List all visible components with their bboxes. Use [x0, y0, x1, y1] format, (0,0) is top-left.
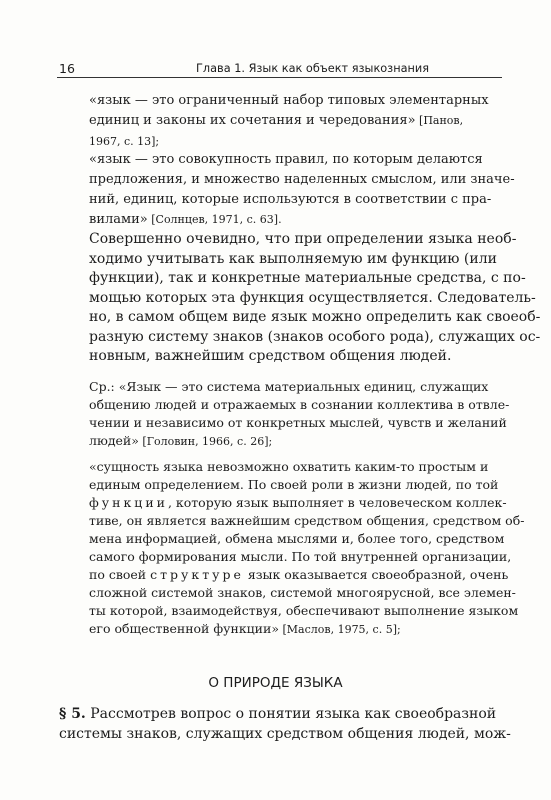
paragraph-marker: § 5.: [59, 706, 86, 722]
paragraph-5-line: § 5. Рассмотрев вопрос о понятии языка как своеобразной: [59, 706, 497, 722]
cf-quote-line: общению людей и отражаемых в сознании коллектива в отвле-: [89, 397, 510, 412]
citation: [Головин, 1966, с. 26];: [138, 435, 273, 448]
definition-2-line: предложения, и множество наделенных смыслом, или значе-: [89, 172, 515, 187]
main-paragraph-line: Совершенно очевидно, что при определении языка необ-: [89, 231, 517, 247]
cf-quote-line: чении и независимо от конкретных мыслей, чувств и желаний: [89, 415, 507, 430]
essence-quote-line: его общественной функции» [Маслов, 1975, с. 5];: [89, 621, 401, 636]
citation: [Солнцев, 1971, с. 63].: [147, 213, 282, 226]
essence-quote-line: функции, которую язык выполняет в человеческом коллек-: [89, 495, 507, 510]
paragraph-5-line: системы знаков, служащих средством общения людей, мож-: [59, 726, 511, 742]
section-title: О ПРИРОДЕ ЯЗЫКА: [208, 675, 343, 691]
page-number: 16: [59, 61, 75, 76]
citation: 1967, с. 13];: [89, 135, 160, 148]
essence-quote-line: самого формирования мысли. По той внутренней организации,: [89, 549, 512, 564]
header-rule: [57, 77, 502, 78]
main-paragraph-line: мощью которых эта функция осуществляется. Следователь-: [89, 290, 536, 306]
essence-quote-line: сложной системой знаков, системой многоярусной, все элемен-: [89, 585, 516, 600]
essence-quote-line: тиве, он является важнейшим средством общения, средством об-: [89, 513, 525, 528]
essence-quote-line: по своей структуре язык оказывается своеобразной, очень: [89, 567, 509, 582]
definition-1-line: «язык — это ограниченный набор типовых элементарных: [89, 93, 489, 108]
emphasized-word: структуре: [150, 567, 244, 582]
citation: [Маслов, 1975, с. 5];: [279, 623, 401, 636]
definition-2-line: вилами» [Солнцев, 1971, с. 63].: [89, 212, 282, 227]
main-paragraph-line: ходимо учитывать как выполняемую им функцию (или: [89, 251, 497, 267]
main-paragraph-line: но, в самом общем виде язык можно определить как своеоб-: [89, 309, 541, 325]
essence-quote-line: «сущность языка невозможно охватить каким-то простым и: [89, 459, 489, 474]
emphasized-word: функции: [89, 495, 168, 510]
definition-1-line: единиц и законы их сочетания и чередования» [Панов,: [89, 113, 464, 128]
essence-quote-line: единым определением. По своей роли в жизни людей, по той: [89, 477, 499, 492]
definition-2-line: ний, единиц, которые используются в соответствии с пра-: [89, 192, 492, 207]
main-paragraph-line: новным, важнейшим средством общения людей.: [89, 348, 452, 364]
cf-quote-line: людей» [Головин, 1966, с. 26];: [89, 433, 273, 448]
main-paragraph-line: функции), так и конкретные материальные средства, с по-: [89, 270, 526, 286]
cf-quote-line: Ср.: «Язык — это система материальных единиц, служащих: [89, 379, 489, 394]
essence-quote-line: ты которой, взаимодействуя, обеспечивают выполнение языком: [89, 603, 519, 618]
citation: [Панов,: [415, 114, 464, 127]
definition-2-line: «язык — это совокупность правил, по которым делаются: [89, 152, 483, 167]
chapter-title: Глава 1. Язык как объект языкознания: [196, 62, 430, 75]
essence-quote-line: мена информацией, обмена мыслями и, более того, средством: [89, 531, 505, 546]
main-paragraph-line: разную систему знаков (знаков особого рода), служащих ос-: [89, 329, 541, 345]
